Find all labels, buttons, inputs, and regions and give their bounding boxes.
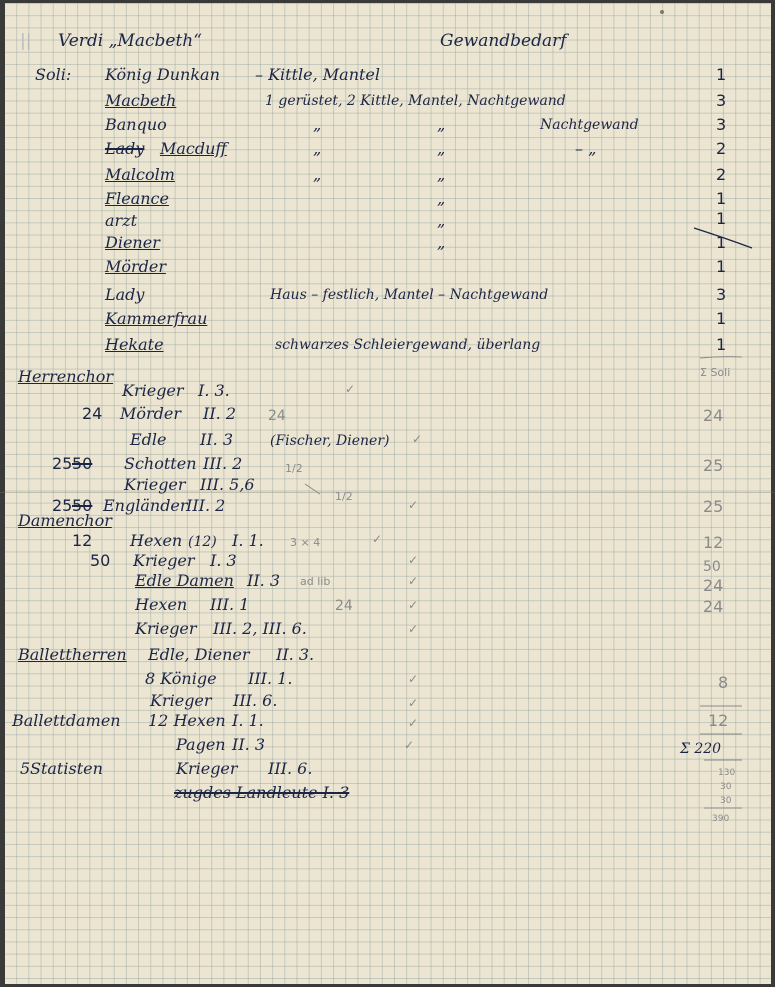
soli-qty: 2	[716, 165, 727, 184]
soli-role: Macbeth	[105, 91, 177, 110]
ditto-mark: „	[437, 233, 446, 252]
page-title: Verdi „Macbeth“	[58, 31, 202, 51]
ditto-mark: „	[437, 115, 446, 134]
soli-role: König Dunkan	[105, 65, 220, 84]
chor-role: Edle	[130, 430, 167, 449]
soli-role: arzt	[105, 211, 138, 230]
soli-role: Malcolm	[105, 165, 175, 184]
ballet-act: II. 3.	[276, 645, 315, 664]
chor-prefix: 25	[52, 496, 73, 515]
ballet-act: I. 1.	[232, 711, 264, 730]
chor-act: I. 1.	[232, 531, 264, 550]
ballet-total: Σ 220	[680, 741, 722, 757]
ballet-qty: 12	[708, 711, 729, 730]
chor-role: Hexen	[130, 531, 183, 550]
check-icon: ✓	[408, 498, 419, 512]
soli-qty: 1	[716, 233, 727, 252]
chor-note: 24	[335, 598, 353, 614]
soli-qty: 1	[716, 335, 727, 354]
chor-role: Engländer	[103, 496, 188, 515]
chor-qty: 25	[703, 456, 724, 475]
chor-act: III. 2	[203, 454, 243, 473]
soli-qty: 3	[716, 115, 727, 134]
chor-prefix: 24	[82, 404, 103, 423]
check-icon: ✓	[408, 574, 419, 588]
dash-ditto: – „	[575, 139, 597, 158]
chor-role: Hexen	[135, 595, 188, 614]
chor-prefix: 50	[90, 551, 111, 570]
chor-qty: 12	[703, 533, 724, 552]
chor-qty: 25	[703, 497, 724, 516]
soli-costume: – Kittle, Mantel	[255, 65, 381, 84]
chor-note: 24	[268, 408, 286, 424]
soli-role: Banquo	[105, 115, 167, 134]
chor-note: 3 × 4	[290, 536, 321, 549]
chor-role: Edle Damen	[135, 571, 234, 590]
chor-act: III. 2	[186, 496, 226, 515]
soli-qty: 3	[716, 285, 727, 304]
chor-act: I. 3.	[198, 381, 230, 400]
running-sum-total: 390	[712, 814, 730, 824]
soli-role: Hekate	[105, 335, 164, 354]
section-label-damenchor: Damenchor	[18, 511, 112, 530]
check-icon: ✓	[345, 382, 356, 396]
ballet-act: III. 6.	[233, 691, 278, 710]
page-subtitle: Gewandbedarf	[440, 31, 567, 51]
chor-prefix: 25	[52, 454, 73, 473]
chor-act: III. 2, III. 6.	[213, 619, 307, 638]
chor-note: 1/2	[335, 490, 353, 503]
soli-qty: 1	[716, 257, 727, 276]
chor-act: I. 3	[210, 551, 237, 570]
check-icon: ✓	[408, 696, 419, 710]
chor-role: Krieger	[133, 551, 195, 570]
chor-act: II. 3	[200, 430, 233, 449]
running-sum: 30	[720, 782, 732, 792]
section-label-ballettdamen: Ballettdamen	[12, 711, 121, 730]
soli-total-label: Σ Soli	[700, 366, 731, 379]
soli-costume: Haus – festlich, Mantel – Nachtgewand	[270, 287, 549, 303]
check-icon: ✓	[404, 738, 415, 752]
ballet-role: Pagen	[176, 735, 226, 754]
section-label-ballettherren: Ballettherren	[18, 645, 127, 664]
chor-note: (Fischer, Diener)	[270, 433, 390, 449]
soli-role: Lady	[105, 285, 145, 304]
chor-role: Mörder	[120, 404, 182, 423]
ditto-mark: „	[437, 165, 446, 184]
soli-costume: Nachtgewand	[540, 117, 639, 133]
soli-qty: 1	[716, 209, 727, 228]
chor-role: Krieger	[124, 475, 186, 494]
section-label-statisten: Statisten	[30, 759, 103, 778]
chor-prefix-struck: 50	[72, 496, 93, 515]
soli-role: Mörder	[105, 257, 167, 276]
check-icon: ✓	[408, 716, 419, 730]
chor-act: II. 2	[203, 404, 236, 423]
soli-role: Kammerfrau	[105, 309, 208, 328]
soli-role: Diener	[105, 233, 160, 252]
chor-act: III. 1	[210, 595, 250, 614]
statisten-act: III. 6.	[268, 759, 313, 778]
soli-role: Fleance	[105, 189, 169, 208]
soli-role: Macduff	[160, 139, 227, 158]
check-icon: ✓	[408, 598, 419, 612]
check-icon: ✓	[408, 672, 419, 686]
section-label-statisten-prefix: 5	[20, 759, 31, 778]
ballet-role: Edle, Diener	[148, 645, 250, 664]
ditto-mark: „	[437, 139, 446, 158]
chor-role: Krieger	[135, 619, 197, 638]
margin-mark: ||	[20, 31, 32, 51]
soli-role-struck: Lady	[105, 139, 145, 158]
chor-act: III. 5,6	[200, 475, 255, 494]
chor-act: II. 3	[247, 571, 280, 590]
ditto-mark: „	[437, 211, 446, 230]
soli-qty: 1	[716, 65, 727, 84]
chor-note: ad lib	[300, 575, 331, 588]
soli-qty: 2	[716, 139, 727, 158]
chor-qty: 24	[703, 576, 724, 595]
check-icon: ✓	[408, 622, 419, 636]
ballet-act: II. 3	[232, 735, 265, 754]
running-sum: 130	[718, 768, 736, 778]
section-label-herrenchor: Herrenchor	[18, 367, 114, 386]
chor-qty: 50	[703, 559, 721, 575]
soli-costume: schwarzes Schleiergewand, überlang	[275, 337, 541, 353]
section-label-soli: Soli:	[35, 65, 72, 84]
check-icon: ✓	[408, 553, 419, 567]
soli-costume: 1 gerüstet, 2 Kittle, Mantel, Nachtgewand	[265, 93, 566, 109]
chor-count: (12)	[188, 534, 217, 550]
ditto-mark: „	[437, 189, 446, 208]
check-icon: ✓	[412, 432, 423, 446]
chor-prefix-struck: 50	[72, 454, 93, 473]
chor-qty: 24	[703, 406, 724, 425]
ditto-mark: „	[313, 115, 322, 134]
ballet-role: 8 Könige	[145, 669, 217, 688]
running-sum: 30	[720, 796, 732, 806]
ballet-act: III. 1.	[248, 669, 293, 688]
ditto-mark: „	[313, 139, 322, 158]
statisten-role-struck: zugdes Landleute I. 3	[174, 783, 350, 802]
soli-qty: 1	[716, 189, 727, 208]
statisten-role: Krieger	[176, 759, 238, 778]
chor-prefix: 12	[72, 531, 93, 550]
chor-role: Schotten	[124, 454, 197, 473]
ballet-role: Krieger	[150, 691, 212, 710]
check-icon: ✓	[372, 532, 383, 546]
soli-qty: 1	[716, 309, 727, 328]
soli-qty: 3	[716, 91, 727, 110]
ditto-mark: „	[313, 165, 322, 184]
chor-note: 1/2	[285, 462, 303, 475]
ballet-role: 12 Hexen	[148, 711, 226, 730]
chor-qty: 24	[703, 597, 724, 616]
chor-role: Krieger	[122, 381, 184, 400]
ballet-qty: 8	[718, 673, 729, 692]
